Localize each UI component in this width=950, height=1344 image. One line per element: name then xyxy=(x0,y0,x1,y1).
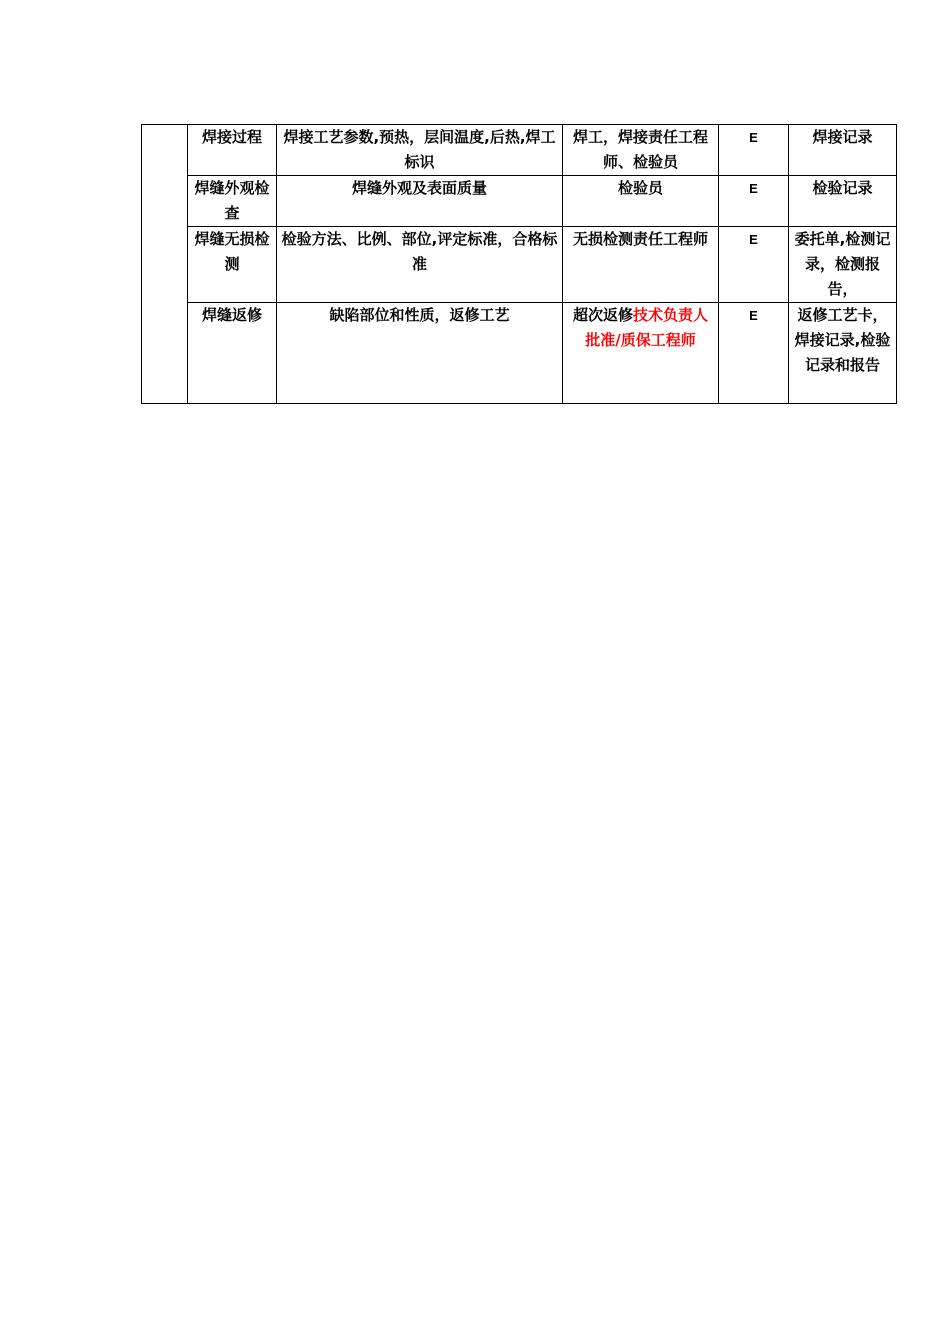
record-cell: 返修工艺卡，焊接记录,检验记录和报告 xyxy=(789,303,897,404)
inspection-table xyxy=(141,124,897,404)
table-row xyxy=(142,227,897,303)
responsible-cell xyxy=(563,227,719,303)
table-row xyxy=(142,125,897,176)
content-cell: 焊缝外观及表面质量 xyxy=(277,176,563,227)
record-cell: 焊接记录 xyxy=(789,125,897,176)
responsible-text: 焊工，焊接责任工程师、检验员 xyxy=(572,128,708,171)
responsible-text: 无损检测责任工程师 xyxy=(572,230,708,248)
responsible-cell xyxy=(563,125,719,176)
responsible-text: 超次返修 xyxy=(572,306,633,324)
item-cell: 焊接过程 xyxy=(188,125,277,176)
item-cell: 焊缝返修 xyxy=(188,303,277,404)
responsible-highlight: 技术负责人批准/质保工程师 xyxy=(585,306,709,349)
table-row xyxy=(142,176,897,227)
responsible-cell xyxy=(563,176,719,227)
table-row xyxy=(142,303,897,404)
item-cell: 焊缝外观检查 xyxy=(188,176,277,227)
responsible-text: 检验员 xyxy=(617,179,663,197)
grade-cell: E xyxy=(719,303,789,404)
grade-cell: E xyxy=(719,227,789,303)
content-cell: 检验方法、比例、部位,评定标准，合格标准 xyxy=(277,227,563,303)
record-cell: 检验记录 xyxy=(789,176,897,227)
grade-cell: E xyxy=(719,125,789,176)
content-cell: 缺陷部位和性质，返修工艺 xyxy=(277,303,563,404)
responsible-cell xyxy=(563,303,719,404)
record-cell: 委托单,检测记录，检测报告， xyxy=(789,227,897,303)
merged-category-cell xyxy=(142,125,188,404)
item-cell: 焊缝无损检测 xyxy=(188,227,277,303)
content-cell: 焊接工艺参数,预热，层间温度,后热,焊工标识 xyxy=(277,125,563,176)
grade-cell: E xyxy=(719,176,789,227)
